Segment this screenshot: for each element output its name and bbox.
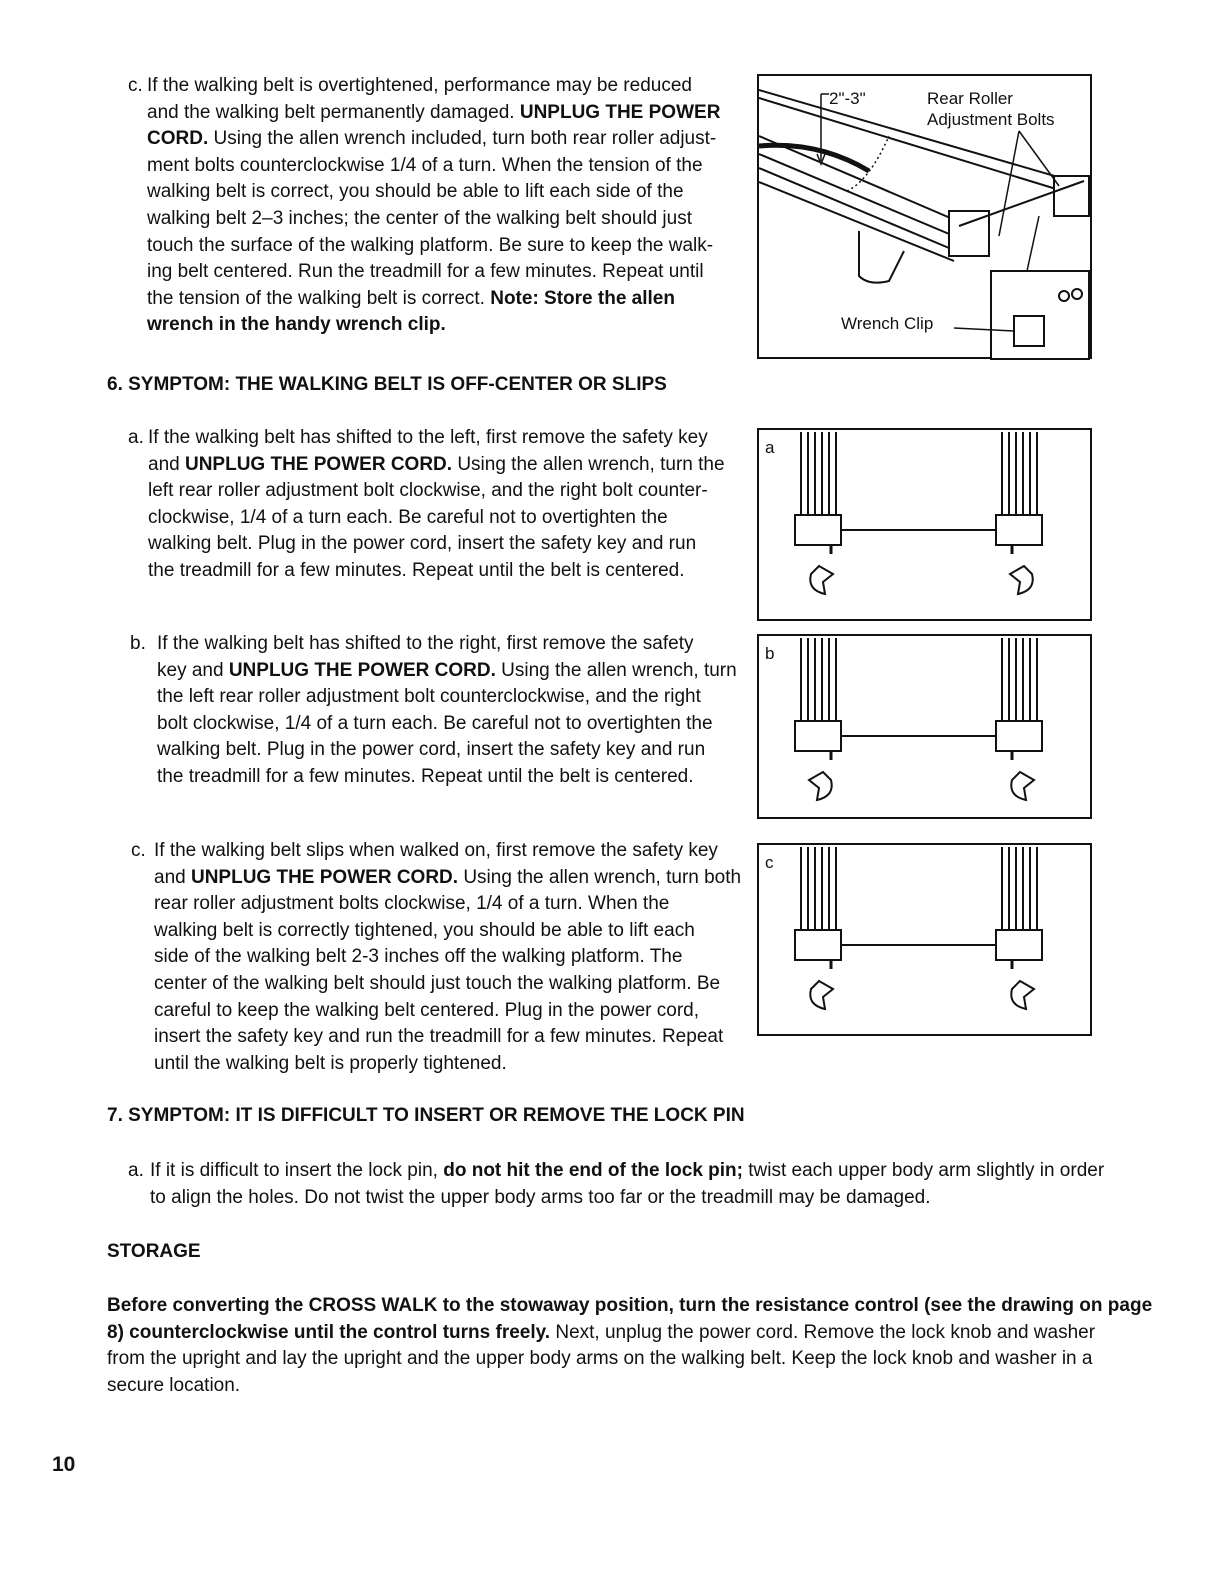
item-6a-text (148, 425, 728, 585)
text-line: to align the holes. Do not twist the upper body arms too far or the treadmill may be damaged. (150, 1186, 931, 1208)
figure-a (757, 428, 1092, 621)
text-line: secure location. (107, 1374, 241, 1396)
clockwise-arrow-icon (810, 981, 833, 1009)
text-line: center of the walking belt should just touch the walking platform. Be (154, 972, 721, 994)
text-line: walking belt is correct, you should be able to lift each side of the (147, 181, 684, 203)
counterclockwise-arrow-icon (1010, 566, 1033, 594)
text-line: rear roller adjustment bolts clockwise, 1/4 of a turn. When the (154, 893, 670, 915)
item-7a-letter: a. (128, 1160, 144, 1181)
item-6b-letter: b. (130, 633, 146, 654)
text-line: ment bolts counterclockwise 1/4 of a turn. When the tension of the (147, 154, 703, 176)
text-line: walking belt is correctly tightened, you should be able to lift each (154, 919, 695, 941)
text-line: and UNPLUG THE POWER CORD. Using the allen wrench, turn the (148, 453, 725, 475)
text-line: walking belt. Plug in the power cord, insert the safety key and run (157, 739, 706, 761)
text-line: the treadmill for a few minutes. Repeat until the belt is centered. (157, 765, 694, 787)
figure-b-diagram (759, 636, 1094, 821)
text-line: the tension of the walking belt is correct. Note: Store the allen (147, 287, 675, 309)
text-line: left rear roller adjustment bolt clockwise, and the right bolt counter- (148, 480, 708, 502)
text-line: careful to keep the walking belt centered. Plug in the power cord, (154, 999, 699, 1021)
rear-roller-label: Rear Roller (927, 89, 1013, 108)
text-line: ing belt centered. Run the treadmill for a few minutes. Repeat until (147, 261, 704, 283)
item-6a-letter: a. (128, 427, 144, 448)
text-line: touch the surface of the walking platform. Be sure to keep the walk- (147, 234, 714, 256)
page-number: 10 (52, 1453, 76, 1476)
figure-c-diagram (759, 845, 1094, 1038)
item-7a-text (150, 1158, 1110, 1211)
figure-b-letter: b (765, 644, 775, 663)
text-line: the treadmill for a few minutes. Repeat until the belt is centered. (148, 559, 685, 581)
text-line: walking belt 2–3 inches; the center of the walking belt should just (147, 207, 692, 229)
text-line: wrench in the handy wrench clip. (147, 314, 446, 336)
text-line: If the walking belt has shifted to the right, first remove the safety (157, 633, 694, 654)
text-line: and UNPLUG THE POWER CORD. Using the allen wrench, turn both (154, 866, 742, 888)
text-line: If the walking belt is overtightened, performance may be reduced (147, 75, 692, 96)
text-line: 8) counterclockwise until the control turns freely. Next, unplug the power cord. Remove the lock knob and washer (107, 1321, 1096, 1343)
text-line: bolt clockwise, 1/4 of a turn each. Be careful not to overtighten the (157, 712, 713, 734)
text-line: and the walking belt permanently damaged. UNPLUG THE POWER (147, 101, 721, 123)
symptom-6-heading: 6. SYMPTOM: THE WALKING BELT IS OFF-CENTER OR SLIPS (107, 374, 667, 395)
text-line: If the walking belt slips when walked on, first remove the safety key (154, 840, 718, 861)
text-line: insert the safety key and run the treadmill for a few minutes. Repeat (154, 1026, 724, 1048)
adjustment-bolts-label: Adjustment Bolts (927, 110, 1055, 129)
text-line: If it is difficult to insert the lock pin, do not hit the end of the lock pin; twist each upper body arm slightly in order (150, 1160, 1105, 1181)
wrench-clip-label: Wrench Clip (841, 314, 934, 333)
text-line: CORD. Using the allen wrench included, turn both rear roller adjust- (147, 128, 717, 150)
item-5c-letter: c. (128, 75, 143, 96)
text-line: key and UNPLUG THE POWER CORD. Using the allen wrench, turn (157, 659, 737, 681)
text-line: side of the walking belt 2-3 inches off the walking platform. The (154, 946, 683, 968)
figure-b (757, 634, 1092, 819)
text-line: until the walking belt is properly tightened. (154, 1052, 507, 1074)
figure-c-letter: c (765, 853, 774, 872)
storage-heading: STORAGE (107, 1241, 201, 1262)
counterclockwise-arrow-icon (809, 772, 832, 800)
text-line: walking belt. Plug in the power cord, insert the safety key and run (148, 533, 697, 555)
measure-label: 2"-3" (829, 89, 866, 108)
text-line: Before converting the CROSS WALK to the stowaway position, turn the resistance control (see the drawing on page (107, 1295, 1153, 1316)
rear-roller-figure (757, 74, 1092, 359)
clockwise-arrow-icon (1011, 772, 1034, 800)
item-5c-text (147, 73, 727, 339)
text-line: If the walking belt has shifted to the left, first remove the safety key (148, 427, 708, 448)
item-6b-text (157, 631, 737, 791)
symptom-7-heading: 7. SYMPTOM: IT IS DIFFICULT TO INSERT OR REMOVE THE LOCK PIN (107, 1105, 745, 1126)
text-line: the left rear roller adjustment bolt counterclockwise, and the right (157, 686, 701, 708)
item-6c-letter: c. (131, 840, 146, 861)
item-6c-text (154, 838, 742, 1077)
text-line: clockwise, 1/4 of a turn each. Be careful not to overtighten the (148, 506, 668, 528)
text-line: from the upright and lay the upright and the upper body arms on the walking belt. Keep the lock knob and washer in a (107, 1348, 1093, 1370)
clockwise-arrow-icon (810, 566, 833, 594)
clockwise-arrow-icon (1011, 981, 1034, 1009)
storage-text (107, 1293, 1153, 1399)
figure-a-letter: a (765, 438, 775, 457)
figure-a-diagram (759, 430, 1094, 623)
figure-c (757, 843, 1092, 1036)
